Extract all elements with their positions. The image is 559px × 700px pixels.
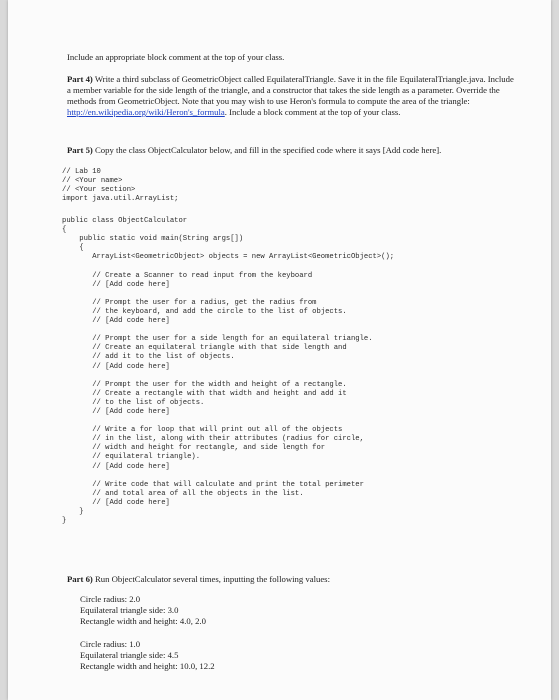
part6-text: Run ObjectCalculator several times, inputting the following values: — [94, 574, 330, 584]
herons-formula-link[interactable]: http://en.wikipedia.org/wiki/Heron's_formula — [67, 107, 225, 117]
part4-label: Part 4) — [67, 74, 93, 84]
value-line: Circle radius: 2.0 — [80, 594, 141, 604]
intro-instruction: Include an appropriate block comment at the top of your class. — [67, 52, 285, 62]
value-line: Equilateral triangle side: 3.0 — [80, 605, 179, 616]
part6-paragraph — [67, 574, 515, 585]
part5-text: Copy the class ObjectCalculator below, and fill in the specified code where it says [Add code here]. — [94, 145, 442, 155]
part4-text-end: . Include a block comment at the top of your class. — [224, 107, 401, 117]
value-line: Rectangle width and height: 4.0, 2.0 — [80, 616, 206, 627]
code-body-block: public class ObjectCalculator { public static void main(String args[]) { ArrayList<GeometricObject> objects = new ArrayList<GeometricObject>(); // Create a Scanner to read input from the keyboard // [Add code here] // Prompt the user for a radius, get the radius from // the keyboard, and add the circle to the list of objects. // [Add code here] // Prompt the user for a side length for an equilateral triangle. // Create an equilateral triangle with that side length and // add it to the list of objects. // [Add code here] // Prompt the user for the width and height of a rectangle. // Create a rectangle with that width and height and add it // to the list of objects. // [Add code here] // Write a for loop that will print out all of the objects // in the list, along with their attributes (radius for circle, // width and height for rectangle, and side length for // equilateral triangle). // [Add code here] // Write code that will calculate and print the total perimeter // and total area of all the objects in the list. // [Add code here] } } — [62, 217, 395, 526]
value-line: Rectangle width and height: 10.0, 12.2 — [80, 661, 215, 672]
part4-paragraph — [67, 74, 515, 118]
value-set-1 — [80, 594, 206, 628]
value-line: Circle radius: 1.0 — [80, 639, 141, 649]
value-line: Equilateral triangle side: 4.5 — [80, 650, 179, 661]
part5-label: Part 5) — [67, 145, 93, 155]
part6-label: Part 6) — [67, 574, 93, 584]
part5-paragraph — [67, 145, 515, 156]
code-header-block: // Lab 10 // <Your name> // <Your section> import java.util.ArrayList; — [62, 168, 179, 204]
value-set-2 — [80, 639, 215, 673]
part4-text: Write a third subclass of GeometricObject called EquilateralTriangle. Save it in the file EquilateralTriangle.java. Include a member variable for the side length of the triangle, and a constructor that takes the side length as a parameter. Override the methods from GeometricObject. Note that you may wish to use Heron's formula to compute the area of the triangle: — [67, 74, 514, 106]
document-page — [8, 0, 551, 700]
